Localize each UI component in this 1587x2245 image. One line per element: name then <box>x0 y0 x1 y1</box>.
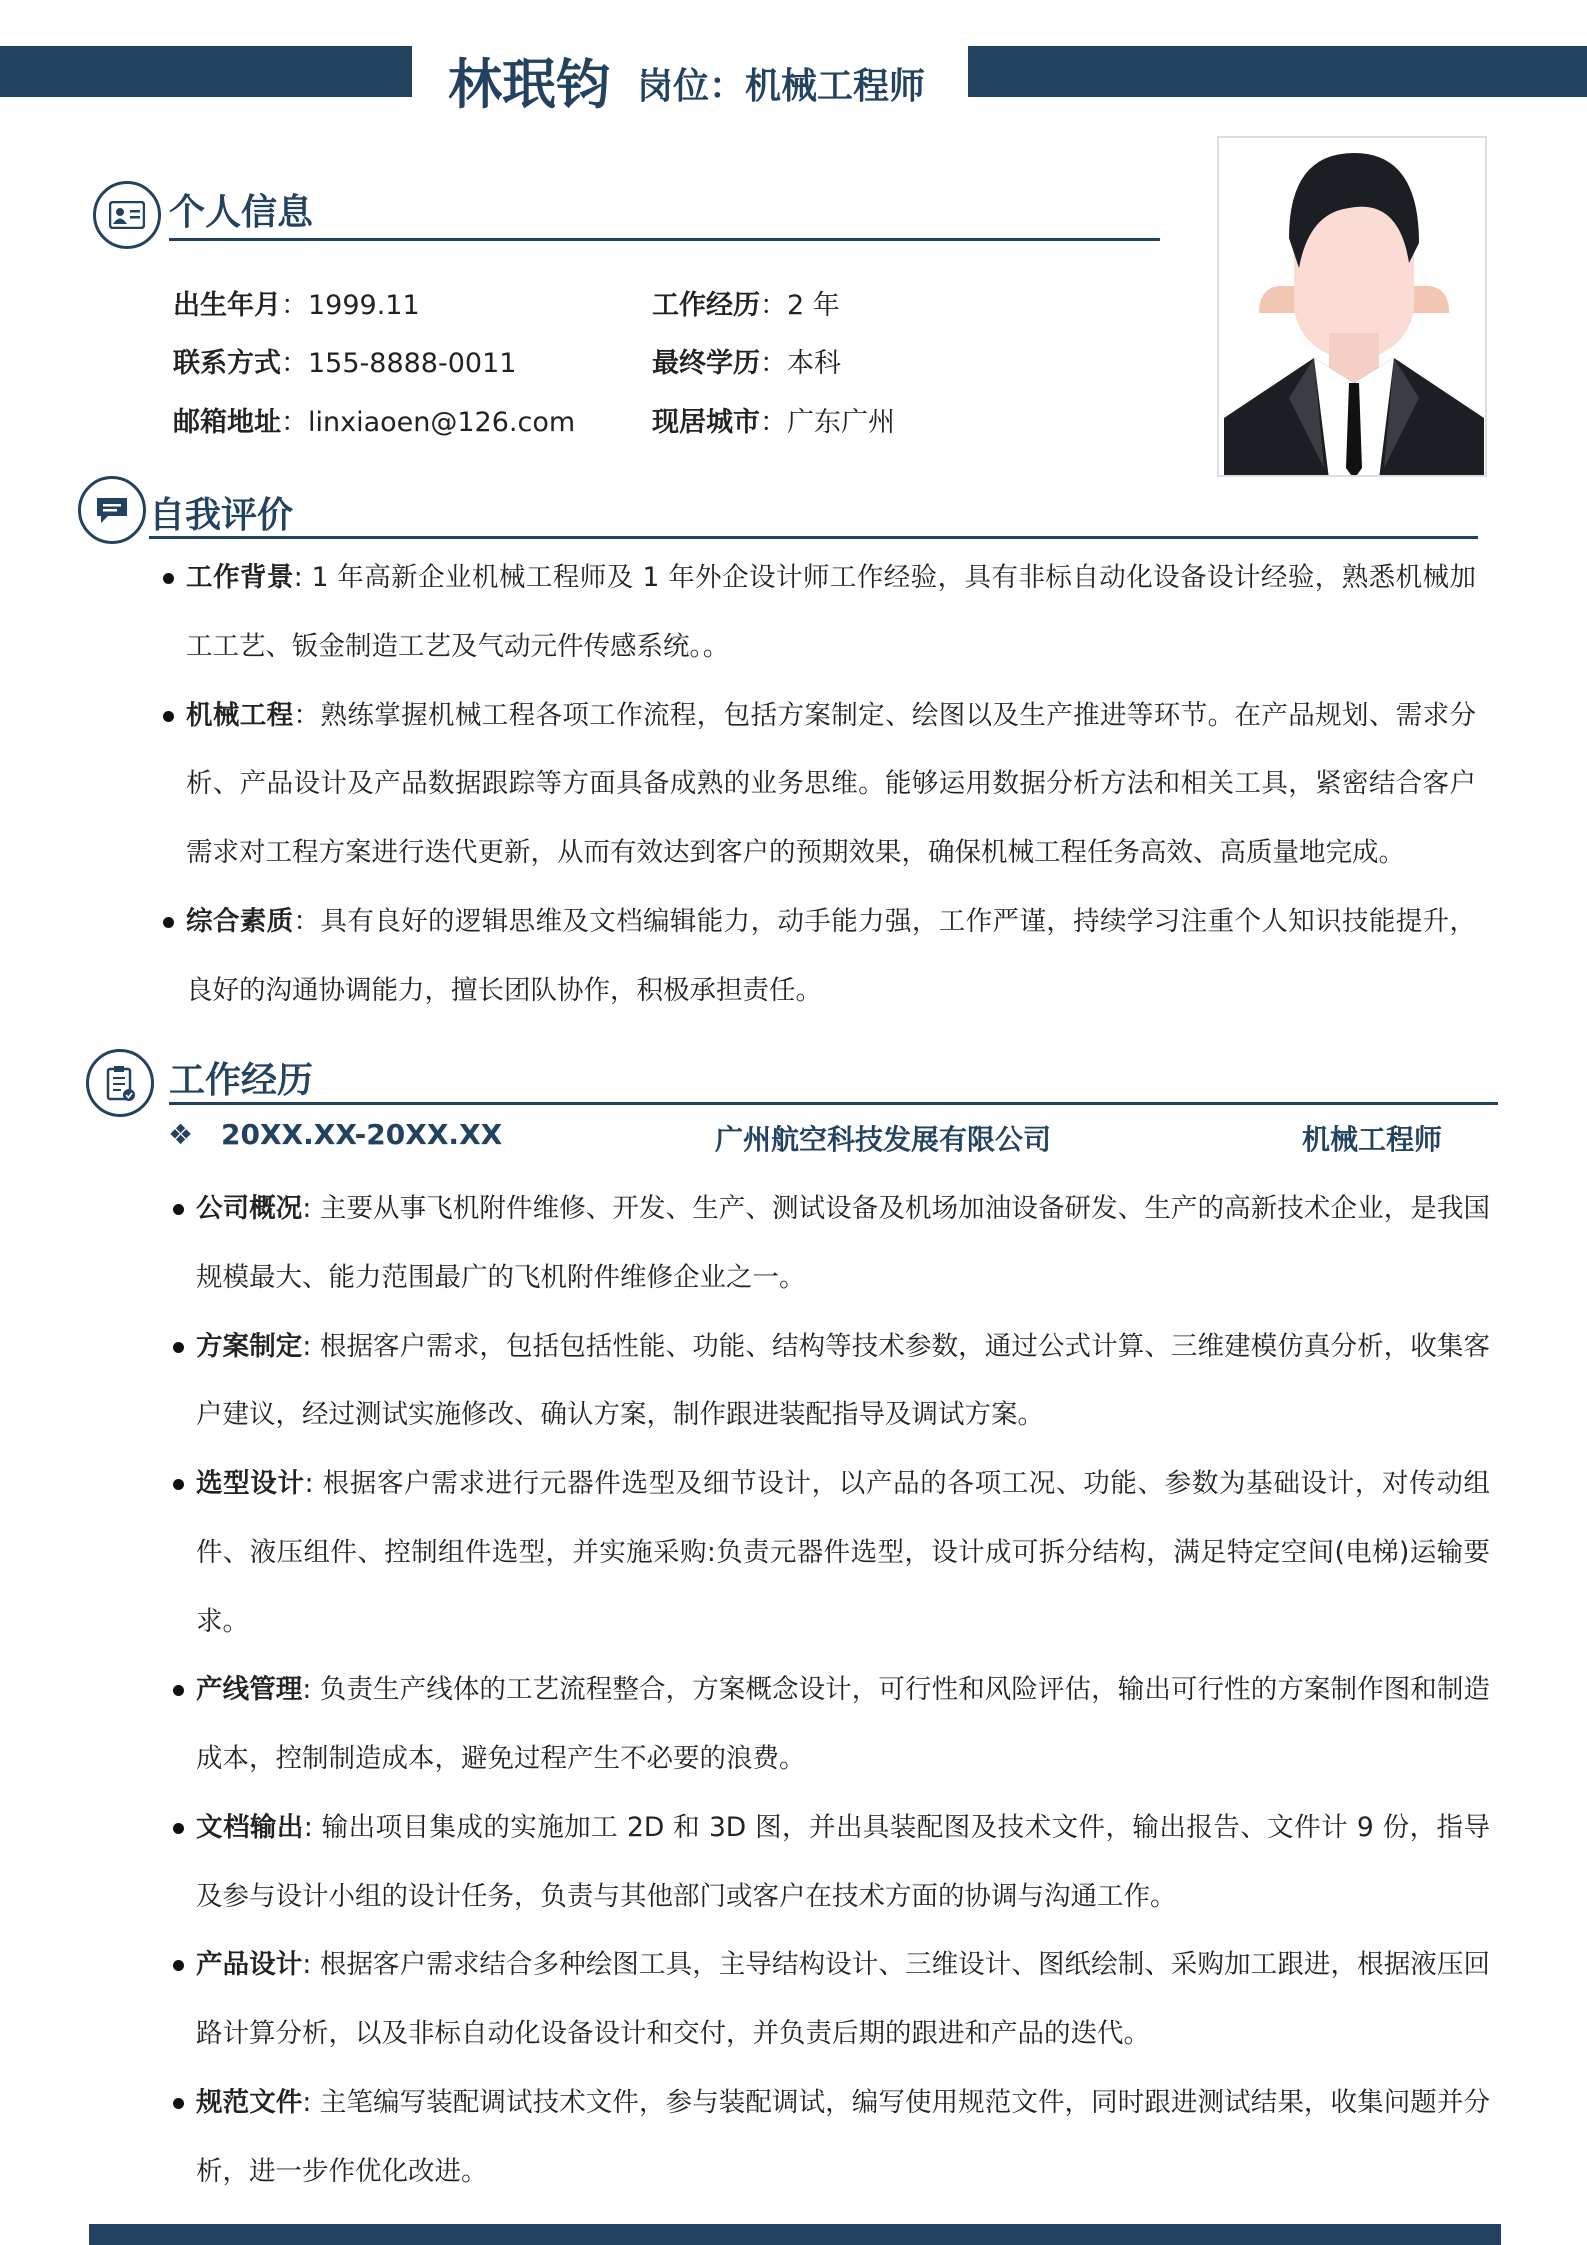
list-item: 规范文件: 主笔编写装配调试技术文件，参与装配调试，编写使用规范文件，同时跟进测试结果，收集问题并分析，进一步作优化改进。 <box>196 2069 1490 2207</box>
info-city: 现居城市：广东广州 <box>652 407 895 438</box>
list-item: 综合素质：具有良好的逻辑思维及文档编辑能力，动手能力强，工作严谨，持续学习注重个人知识技能提升，良好的沟通协调能力，擅长团队协作，积极承担责任。 <box>186 888 1476 1026</box>
list-item: 产品设计: 根据客户需求结合多种绘图工具，主导结构设计、三维设计、图纸绘制、采购加工跟进，根据液压回路计算分析，以及非标自动化设备设计和交付，并负责后期的跟进和产品的迭代。 <box>196 1931 1490 2069</box>
work-role: 机械工程师 <box>1302 1123 1443 1156</box>
info-phone: 联系方式：155-8888-0011 <box>173 348 517 379</box>
clipboard-icon <box>86 1049 154 1117</box>
diamond-bullet-icon: ❖ <box>168 1118 194 1151</box>
section-title-self-eval: 自我评价 <box>149 495 294 536</box>
self-eval-list <box>186 544 1476 1025</box>
id-card-icon <box>93 181 161 249</box>
section-title-personal: 个人信息 <box>169 192 314 233</box>
section-divider <box>149 536 1478 539</box>
work-duties-list <box>196 1175 1490 2206</box>
list-item: 选型设计: 根据客户需求进行元器件选型及细节设计，以产品的各项工况、功能、参数为基础设计，对传动组件、液压组件、控制组件选型，并实施采购:负责元器件选型，设计成可拆分结构，满足特定空间(电梯)运输要求。 <box>196 1450 1490 1656</box>
section-title-work: 工作经历 <box>169 1060 314 1101</box>
section-divider <box>169 1102 1498 1105</box>
info-email: 邮箱地址：linxiaoen@126.com <box>173 407 576 438</box>
chat-icon <box>78 476 146 544</box>
info-education: 最终学历：本科 <box>652 348 841 379</box>
candidate-name: 林珉钧 <box>448 53 610 116</box>
work-period: 20XX.XX-20XX.XX <box>221 1118 503 1151</box>
list-item: 产线管理: 负责生产线体的工艺流程整合，方案概念设计，可行性和风险评估，输出可行性的方案制作图和制造成本，控制制造成本，避免过程产生不必要的浪费。 <box>196 1656 1490 1794</box>
footer-bar <box>89 2224 1501 2245</box>
profile-photo <box>1217 136 1487 477</box>
info-experience: 工作经历：2 年 <box>652 290 840 321</box>
list-item: 文档输出: 输出项目集成的实施加工 2D 和 3D 图，并出具装配图及技术文件，输出报告、文件计 9 份，指导及参与设计小组的设计任务，负责与其他部门或客户在技术方面的协调与沟通工作。 <box>196 1794 1490 1932</box>
section-divider <box>169 238 1160 241</box>
header-bar-left <box>0 46 412 97</box>
job-position: 岗位：机械工程师 <box>637 66 926 107</box>
list-item: 公司概况: 主要从事飞机附件维修、开发、生产、测试设备及机场加油设备研发、生产的高新技术企业，是我国规模最大、能力范围最广的飞机附件维修企业之一。 <box>196 1175 1490 1313</box>
list-item: 工作背景: 1 年高新企业机械工程师及 1 年外企设计师工作经验，具有非标自动化设备设计经验，熟悉机械加工工艺、钣金制造工艺及气动元件传感系统。。 <box>186 544 1476 682</box>
list-item: 方案制定: 根据客户需求，包括包括性能、功能、结构等技术参数，通过公式计算、三维建模仿真分析，收集客户建议，经过测试实施修改、确认方案，制作跟进装配指导及调试方案。 <box>196 1313 1490 1451</box>
list-item: 机械工程：熟练掌握机械工程各项工作流程，包括方案制定、绘图以及生产推进等环节。在产品规划、需求分析、产品设计及产品数据跟踪等方面具备成熟的业务思维。能够运用数据分析方法和相关工具，紧密结合客户需求对工程方案进行迭代更新，从而有效达到客户的预期效果，确保机械工程任务高效、高质量地完成。 <box>186 682 1476 888</box>
work-company: 广州航空科技发展有限公司 <box>715 1123 1052 1156</box>
header-bar-right <box>968 46 1587 97</box>
info-birth: 出生年月：1999.11 <box>173 290 420 321</box>
